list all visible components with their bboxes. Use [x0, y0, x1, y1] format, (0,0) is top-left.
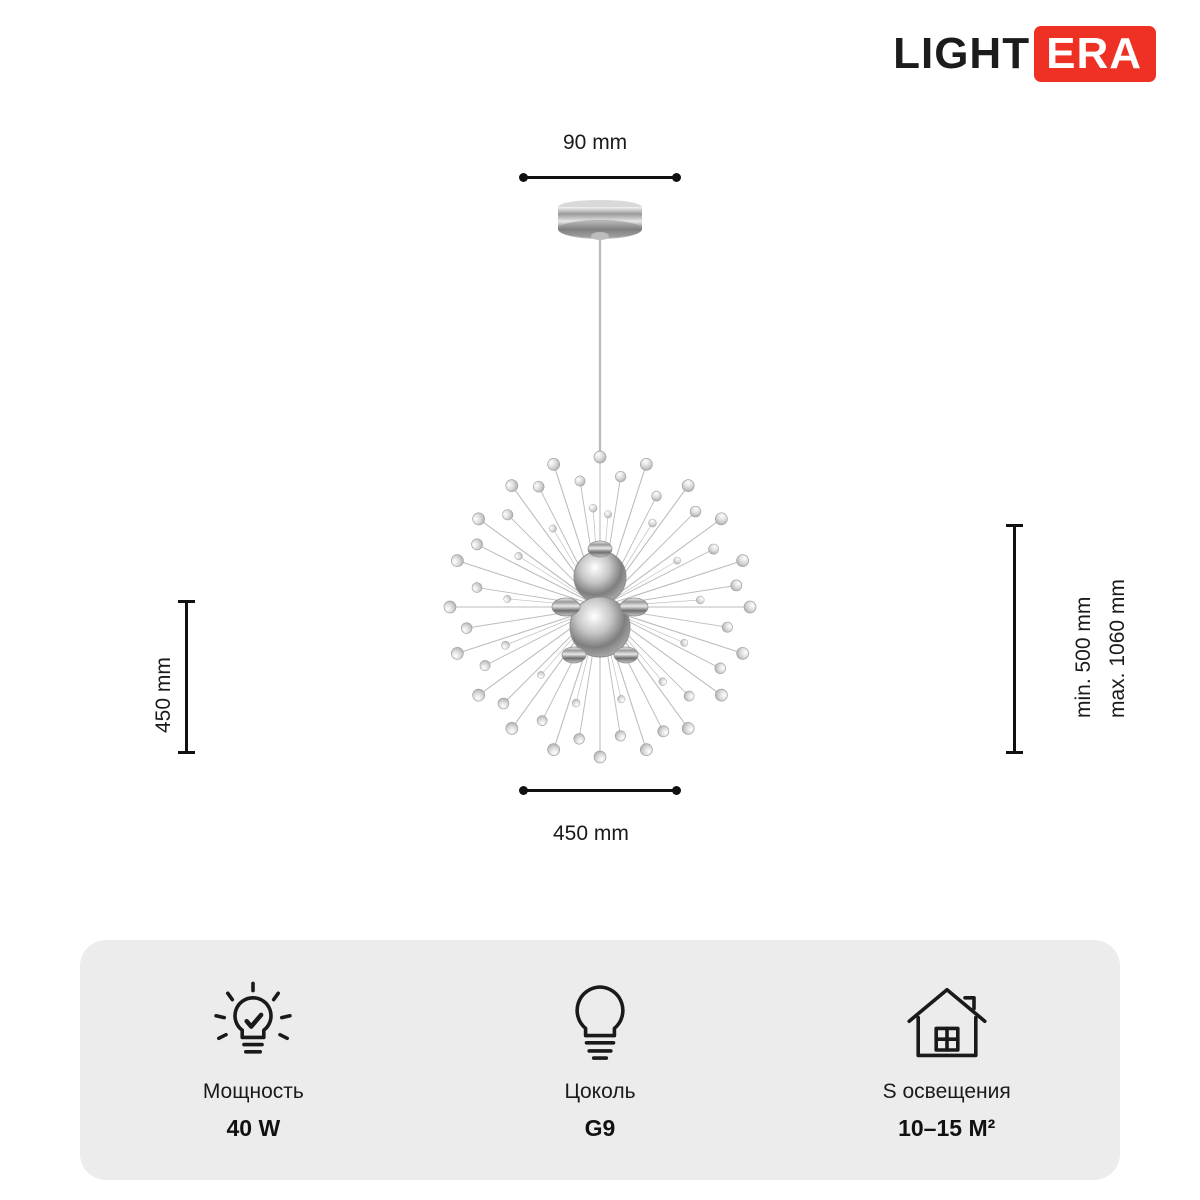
spec-label-power: Мощность — [202, 1080, 304, 1103]
spec-label-socket: Цоколь — [564, 1080, 636, 1103]
brand-logo — [893, 26, 1156, 82]
specification-panel — [80, 940, 1120, 1180]
dimension-bottom-width-line — [523, 789, 679, 792]
dimension-bottom-width-cap-left — [519, 786, 528, 795]
sputnik-globe — [444, 451, 756, 763]
dimension-left-height-label: 450 mm — [152, 657, 175, 733]
spec-item-area — [773, 940, 1120, 1180]
dimension-left-height-cap-top — [178, 600, 195, 603]
bulb-check-icon — [208, 978, 298, 1068]
dimension-left-height-line — [185, 601, 188, 753]
dimension-bottom-width-label: 450 mm — [553, 822, 629, 845]
logo-text-era: ERA — [1034, 26, 1156, 82]
dimension-top-width-cap-right — [672, 173, 681, 182]
dimension-top-width-line — [523, 176, 679, 179]
dimension-right-height-cap-bottom — [1006, 751, 1023, 754]
dimension-right-max-label: max. 1060 mm — [1106, 579, 1129, 718]
dimension-right-min-label: min. 500 mm — [1072, 596, 1095, 718]
dimension-right-height-line — [1013, 525, 1016, 753]
dimension-top-width-cap-left — [519, 173, 528, 182]
house-icon — [902, 978, 992, 1068]
spec-label-area: S освещения — [882, 1080, 1011, 1103]
dimension-top-width-label: 90 mm — [563, 131, 628, 154]
bulb-icon — [555, 978, 645, 1068]
spec-item-socket — [427, 940, 774, 1180]
dimension-bottom-width-cap-right — [672, 786, 681, 795]
dimension-right-height-cap-top — [1006, 524, 1023, 527]
spec-item-power — [80, 940, 427, 1180]
spec-value-socket: G9 — [584, 1115, 616, 1141]
dimension-left-height-cap-bottom — [178, 751, 195, 754]
logo-text-light: LIGHT — [893, 29, 1031, 78]
ceiling-canopy — [558, 200, 642, 240]
spec-value-area: 10–15 M² — [898, 1115, 996, 1141]
spec-value-power: 40 W — [226, 1115, 281, 1141]
